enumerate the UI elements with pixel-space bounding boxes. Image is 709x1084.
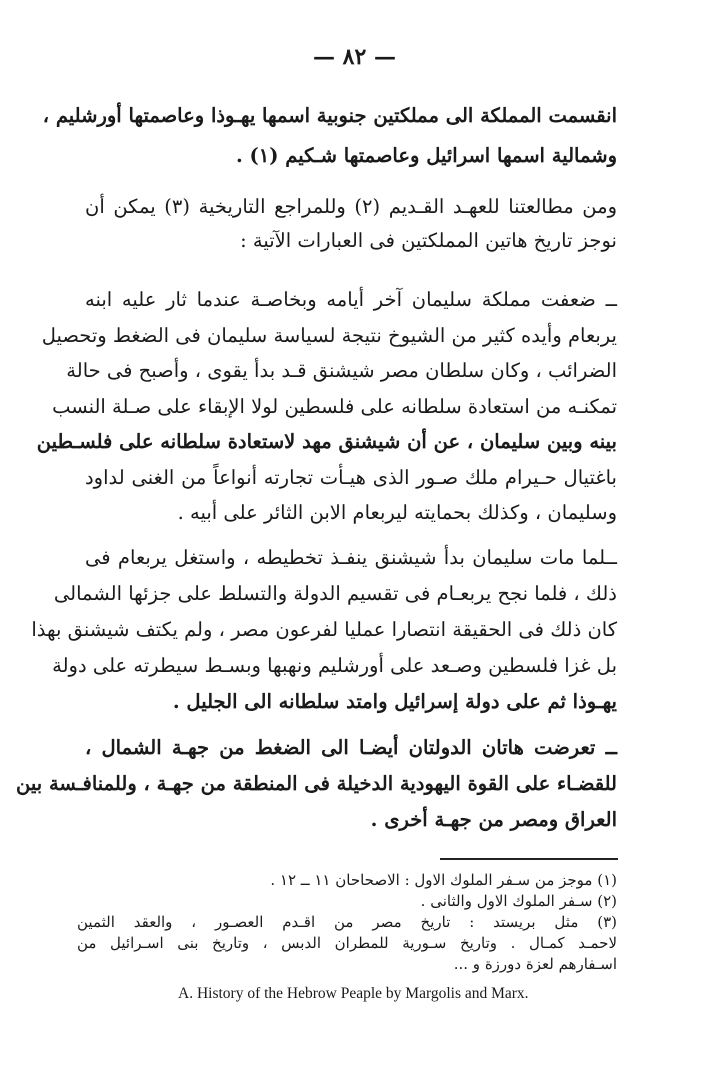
text-line: ذلك ، فلما نجح يربعـام فى تقسيم الدولة والتسلط على جزئها الشمالى bbox=[53, 582, 617, 605]
footnote-2: (٢) سـفر الملوك الاول والثانى . bbox=[420, 892, 617, 910]
text-line: ــلما مات سليمان بدأ شيشنق ينفـذ تخطيطه ، واستغل يربعام فى bbox=[85, 546, 617, 569]
text-line: وسليمان ، وكذلك بحمايته ليربعام الابن الثائر على أبيه . bbox=[177, 501, 617, 524]
page-number: — ٨٢ — bbox=[313, 44, 396, 70]
text-line: وشمالية اسمها اسرائيل وعاصمتها شـكيم (١) . bbox=[235, 144, 617, 167]
text-line: ــ ضعفت مملكة سليمان آخر أيامه وبخاصـة عندما ثار عليه ابنه bbox=[85, 288, 617, 311]
footnote-separator bbox=[440, 858, 618, 860]
paragraph-northern-pressure bbox=[16, 730, 617, 838]
text-line: ــ تعرضت هاتان الدولتان أيضـا الى الضغط من جهـة الشمال ، bbox=[85, 736, 617, 759]
paragraph-sources bbox=[85, 190, 617, 258]
paragraph-kingdom-division bbox=[42, 96, 617, 176]
text-line: يربعام وأيده كثير من الشيوخ نتيجة لسياسة سليمان فى الضغط وتحصيل bbox=[41, 323, 617, 347]
text-line: تمكنـه من استعادة سلطانه على فلسطين لولا الإبقاء على صـلة النسب bbox=[52, 394, 617, 418]
footnotes bbox=[77, 870, 617, 975]
paragraph-shishak-campaign bbox=[31, 540, 617, 720]
text-line: نوجز تاريخ هاتين المملكتين فى العبارات الآتية : bbox=[240, 229, 617, 252]
footnote-3-continued: اسـفارهم لعزة دورزة و ... bbox=[453, 955, 617, 973]
text-line: كان ذلك فى الحقيقة انتصارا عمليا لفرعون مصر ، ولم يكتف شيشنق بهذا bbox=[31, 618, 617, 641]
text-line: انقسمت المملكة الى مملكتين جنوبية اسمها يهـوذا وعاصمتها أورشليم ، bbox=[42, 104, 617, 127]
text-line: بل غزا فلسطين وصـعد على أورشليم ونهبها وبسـط سيطرته على دولة bbox=[52, 654, 617, 677]
text-line: العراق ومصر من جهـة أخرى . bbox=[370, 808, 617, 831]
text-line: بينه وبين سليمان ، عن أن شيشنق مهد لاستعادة سلطانه على فلسـطين bbox=[36, 430, 617, 453]
footnote-3: (٣) مثل بريستد : تاريخ مصر من اقـدم العصـور ، والعقد الثمين bbox=[77, 913, 617, 931]
text-line: الضرائب ، وكان سلطان مصر شيشنق قـد بدأ يقوى ، وأصبح فى حالة bbox=[66, 359, 617, 382]
paragraph-solomon-weakness bbox=[36, 282, 617, 531]
text-line: للقضـاء على القوة اليهودية الدخيلة فى المنطقة من جهـة ، وللمنافـسة بين bbox=[16, 772, 617, 795]
text-line: باغتيال حـيرام ملك صـور الذى هيـأت تجارته أنواعاً من الغنى لداود bbox=[85, 465, 617, 489]
text-line: يهـوذا ثم على دولة إسرائيل وامتد سلطانه الى الجليل . bbox=[172, 690, 617, 713]
footnote-3-continued: لاحمـد كمـال . وتاريخ سـورية للمطران الدبس ، وتاريخ بنى اسـرائيل من bbox=[77, 934, 617, 952]
footnote-latin-reference: A. History of the Hebrow Peaple by Margolis and Marx. bbox=[178, 985, 529, 1002]
text-line: ومن مطالعتنا للعهـد القـديم (٢) وللمراجع التاريخية (٣) يمكن أن bbox=[85, 195, 617, 218]
footnote-1: (١) موجز من سـفر الملوك الاول : الاصحاحان ١١ ــ ١٢ . bbox=[270, 871, 617, 889]
